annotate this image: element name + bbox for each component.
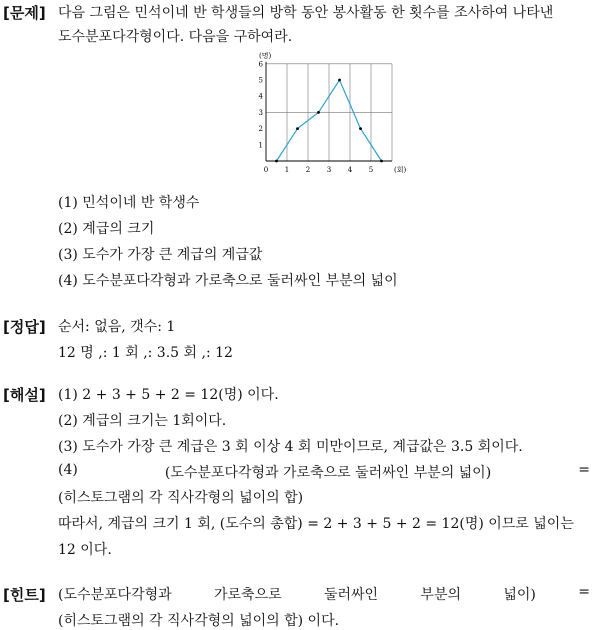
hint-line-1-part-3: 둘러싸인 — [323, 587, 379, 603]
x-tick-label: 2 — [305, 166, 311, 174]
hint-line-1 — [58, 584, 590, 604]
hint-tag: [힌트] — [3, 586, 46, 604]
answer-line-2: 12 명 ,: 1 회 ,: 3.5 회 ,: 12 — [58, 345, 233, 361]
x-tick-label: 3 — [326, 166, 332, 174]
hint-line-1-part-1: (도수분포다각형과 — [58, 587, 172, 603]
explanation-line-4-part-1: (4) — [58, 462, 78, 478]
hint-line-1-part-5: 넓이) — [503, 587, 536, 603]
x-tick-labels — [264, 166, 373, 174]
hint-line-2: (히스토그램의 각 직사각형의 넓이의 합) 이다. — [58, 613, 340, 629]
x-axis-unit: (회) — [394, 166, 407, 174]
chart-grid — [266, 64, 392, 161]
y-axis-unit: (명) — [259, 51, 272, 60]
problem-text-line-1: 다음 그림은 민석이네 반 학생들의 방학 동안 봉사활동 한 횟수를 조사하여 나타낸 — [58, 5, 554, 21]
x-tick-label: 5 — [368, 166, 374, 174]
explanation-line-1: (1) 2 + 3 + 5 + 2 = 12(명) 이다. — [58, 387, 279, 403]
data-point — [275, 160, 278, 163]
answer-line-1: 순서: 없음, 갯수: 1 — [58, 319, 176, 335]
y-tick-label: 5 — [258, 76, 263, 85]
explanation-line-5: (히스토그램의 각 직사각형의 넓이의 합) — [58, 490, 304, 506]
problem-tag: [문제] — [3, 4, 46, 22]
explanation-line-6: 따라서, 계급의 크기 1 회, (도수의 총합) = 2 + 3 + 5 + 2 = 12(명) 이므로 넓이는 — [58, 516, 574, 532]
explanation-line-2: (2) 계급의 크기는 1회이다. — [58, 413, 227, 429]
hint-line-1-part-6: = — [578, 584, 590, 600]
explanation-line-4-part-3: = — [578, 462, 590, 478]
explanation-tag: [해설] — [3, 386, 46, 404]
question-4: (4) 도수분포다각형과 가로축으로 둘러싸인 부분의 넓이 — [58, 273, 398, 289]
data-point — [338, 79, 341, 82]
explanation-line-4 — [58, 462, 590, 482]
data-point — [359, 127, 362, 130]
problem-text-line-2: 도수분포다각형이다. 다음을 구하여라. — [58, 29, 293, 45]
question-1: (1) 민석이네 반 학생수 — [58, 195, 200, 211]
hint-line-1-part-4: 부분의 — [420, 587, 461, 603]
data-point — [296, 127, 299, 130]
explanation-line-4-part-2: (도수분포다각형과 가로축으로 둘러싸인 부분의 넓이) — [164, 465, 492, 481]
y-tick-label: 6 — [258, 60, 263, 69]
y-tick-labels — [259, 60, 264, 149]
x-tick-label: 1 — [284, 166, 290, 174]
data-point — [380, 160, 383, 163]
x-tick-label: 0 — [263, 166, 269, 174]
y-tick-label: 2 — [258, 125, 263, 134]
y-tick-label: 1 — [258, 141, 263, 150]
y-tick-label: 3 — [258, 108, 263, 117]
explanation-line-3: (3) 도수가 가장 큰 계급은 3 회 이상 4 회 미만이므로, 계급값은 3.5 회이다. — [58, 439, 523, 455]
frequency-polygon-chart — [255, 44, 405, 180]
question-2: (2) 계급의 크기 — [58, 221, 155, 237]
hint-line-1-part-2: 가로축으로 — [214, 587, 282, 603]
y-tick-label: 4 — [258, 92, 263, 101]
data-point — [317, 111, 320, 114]
x-tick-label: 4 — [347, 166, 353, 174]
explanation-line-7: 12 이다. — [58, 542, 112, 558]
question-3: (3) 도수가 가장 큰 계급의 계급값 — [58, 247, 263, 263]
answer-tag: [정답] — [3, 318, 46, 336]
